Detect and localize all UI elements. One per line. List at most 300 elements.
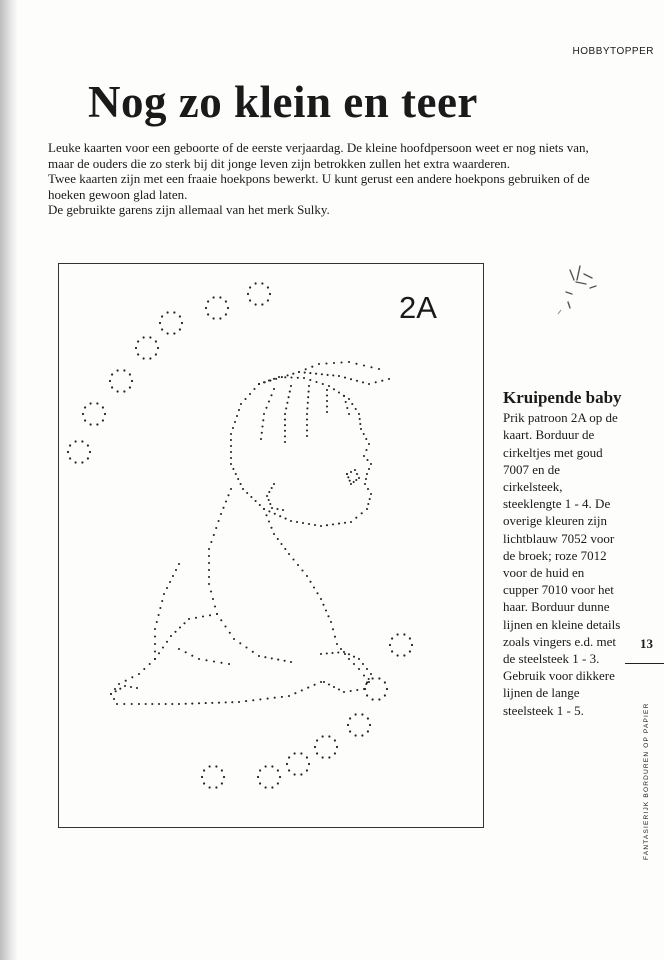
circle-dot	[143, 336, 145, 338]
line-dot	[178, 563, 180, 565]
line-dot	[230, 463, 232, 465]
line-dot	[273, 378, 275, 380]
line-dot	[338, 688, 340, 690]
line-dot	[333, 388, 335, 390]
line-dot	[289, 391, 291, 393]
intro-paragraph: Twee kaarten zijn met een fraaie hoekpons bewerkt. U kunt gerust een andere hoekpons gebruiken of de hoeken gewoon glad laten.	[48, 171, 590, 202]
line-dot	[119, 688, 121, 690]
line-dot	[191, 703, 193, 705]
line-dot	[362, 381, 364, 383]
line-dot	[185, 703, 187, 705]
line-dot	[366, 459, 368, 461]
line-dot	[326, 411, 328, 413]
line-dot	[326, 400, 328, 402]
line-dot	[367, 488, 369, 490]
intro-paragraph: Leuke kaarten voor een geboorte of de eerste verjaardag. De kleine hoofdpersoon weet er nog niets van, maar de ouders die zo sterk bij dit jonge leven zijn betrokken zullen het extra waarderen.	[48, 140, 589, 171]
circle-dot	[316, 739, 318, 741]
line-dot	[255, 500, 257, 502]
circle-dot	[409, 650, 411, 652]
line-dot	[301, 689, 303, 691]
circle-dot	[261, 303, 263, 305]
line-dot	[344, 653, 346, 655]
line-dot	[208, 569, 210, 571]
line-dot	[308, 391, 310, 393]
line-dot	[328, 683, 330, 685]
line-dot	[151, 703, 153, 705]
line-dot	[336, 643, 338, 645]
line-dot	[268, 400, 270, 402]
circle-dot	[372, 698, 374, 700]
circle-dot	[403, 633, 405, 635]
line-dot	[239, 642, 241, 644]
circle-dot	[249, 286, 251, 288]
circle-dot	[372, 677, 374, 679]
line-dot	[218, 520, 220, 522]
line-dot	[308, 523, 310, 525]
circle-dot	[157, 347, 159, 349]
circle-dot	[349, 717, 351, 719]
line-dot	[381, 380, 383, 382]
line-dot	[246, 492, 248, 494]
line-dot	[355, 479, 357, 481]
line-dot	[284, 441, 286, 443]
line-dot	[325, 609, 327, 611]
line-dot	[284, 424, 286, 426]
circle-dot	[117, 390, 119, 392]
line-dot	[363, 688, 365, 690]
circle-dot	[167, 311, 169, 313]
line-dot	[332, 628, 334, 630]
line-dot	[355, 363, 357, 365]
circle-dot	[104, 413, 106, 415]
circle-dot	[155, 353, 157, 355]
circle-dot	[215, 786, 217, 788]
circle-dot	[366, 694, 368, 696]
line-dot	[158, 614, 160, 616]
line-dot	[340, 361, 342, 363]
line-dot	[259, 698, 261, 700]
circle-dot	[123, 369, 125, 371]
circle-dot	[90, 423, 92, 425]
circle-dot	[205, 307, 207, 309]
line-dot	[350, 471, 352, 473]
circle-dot	[378, 698, 380, 700]
line-dot	[313, 586, 315, 588]
line-dot	[297, 377, 299, 379]
circle-dot	[227, 307, 229, 309]
line-dot	[205, 702, 207, 704]
line-dot	[250, 496, 252, 498]
line-dot	[210, 590, 212, 592]
line-dot	[349, 480, 351, 482]
line-dot	[362, 663, 364, 665]
line-dot	[230, 445, 232, 447]
circle-dot	[269, 293, 271, 295]
circle-dot	[328, 735, 330, 737]
line-dot	[123, 703, 125, 705]
line-dot	[273, 483, 275, 485]
circle-dot	[247, 293, 249, 295]
circle-dot	[386, 688, 388, 690]
line-dot	[361, 512, 363, 514]
line-dot	[333, 686, 335, 688]
line-dot	[306, 429, 308, 431]
circle-dot	[225, 313, 227, 315]
line-dot	[237, 478, 239, 480]
line-dot	[359, 418, 361, 420]
line-dot	[344, 522, 346, 524]
line-dot	[353, 656, 355, 658]
line-dot	[171, 703, 173, 705]
circle-dot	[87, 457, 89, 459]
line-dot	[264, 381, 266, 383]
line-dot	[228, 663, 230, 665]
line-dot	[249, 393, 251, 395]
line-dot	[210, 541, 212, 543]
circle-dot	[306, 756, 308, 758]
line-dot	[288, 396, 290, 398]
circle-dot	[137, 353, 139, 355]
line-dot	[320, 598, 322, 600]
page-title: Nog zo klein en teer	[88, 77, 478, 127]
line-dot	[287, 374, 289, 376]
line-dot	[279, 515, 281, 517]
line-dot	[284, 419, 286, 421]
running-footer-vertical: FANTASIERIJK BORDUREN OP PAPIER	[643, 702, 650, 860]
line-dot	[304, 372, 306, 374]
line-dot	[305, 368, 307, 370]
line-dot	[258, 655, 260, 657]
line-dot	[213, 534, 215, 536]
line-dot	[284, 435, 286, 437]
line-dot	[348, 361, 350, 363]
circle-dot	[288, 756, 290, 758]
line-dot	[356, 473, 358, 475]
line-dot	[365, 478, 367, 480]
line-dot	[225, 701, 227, 703]
circle-dot	[334, 739, 336, 741]
line-dot	[366, 668, 368, 670]
line-dot	[280, 543, 282, 545]
line-dot	[274, 697, 276, 699]
line-dot	[327, 374, 329, 376]
line-dot	[306, 424, 308, 426]
circle-dot	[265, 786, 267, 788]
line-dot	[366, 508, 368, 510]
line-dot	[178, 703, 180, 705]
line-dot	[290, 661, 292, 663]
line-dot	[242, 488, 244, 490]
circle-dot	[75, 461, 77, 463]
line-dot	[230, 439, 232, 441]
line-dot	[333, 362, 335, 364]
line-dot	[306, 407, 308, 409]
line-dot	[363, 433, 365, 435]
circle-dot	[173, 332, 175, 334]
circle-dot	[308, 763, 310, 765]
circle-dot	[384, 694, 386, 696]
baby-dot-pattern	[59, 264, 485, 829]
intro-text	[48, 140, 608, 218]
line-dot	[358, 668, 360, 670]
circle-dot	[378, 677, 380, 679]
circle-dot	[213, 317, 215, 319]
line-dot	[343, 691, 345, 693]
line-dot	[175, 569, 177, 571]
line-dot	[288, 695, 290, 697]
circle-dot	[411, 644, 413, 646]
line-dot	[209, 614, 211, 616]
line-dot	[334, 636, 336, 638]
circle-dot	[271, 765, 273, 767]
line-dot	[365, 683, 367, 685]
line-dot	[368, 468, 370, 470]
page-number-rule	[625, 663, 664, 664]
line-dot	[270, 394, 272, 396]
line-dot	[271, 657, 273, 659]
line-dot	[211, 702, 213, 704]
circle-dot	[149, 336, 151, 338]
line-dot	[265, 407, 267, 409]
line-dot	[258, 383, 260, 385]
line-dot	[290, 520, 292, 522]
line-dot	[331, 652, 333, 654]
circle-dot	[322, 756, 324, 758]
line-dot	[332, 374, 334, 376]
line-dot	[355, 517, 357, 519]
line-dot	[131, 703, 133, 705]
line-dot	[314, 684, 316, 686]
circle-dot	[129, 386, 131, 388]
line-dot	[273, 388, 275, 390]
line-dot	[281, 696, 283, 698]
line-dot	[353, 663, 355, 665]
circle-dot	[96, 423, 98, 425]
line-dot	[156, 621, 158, 623]
line-dot	[212, 598, 214, 600]
line-dot	[375, 381, 377, 383]
line-dot	[245, 646, 247, 648]
pricking-pattern	[58, 263, 484, 828]
line-dot	[268, 499, 270, 501]
line-dot	[220, 662, 222, 664]
circle-dot	[137, 340, 139, 342]
line-dot	[240, 403, 242, 405]
circle-dot	[143, 357, 145, 359]
line-dot	[220, 513, 222, 515]
line-dot	[286, 402, 288, 404]
line-dot	[326, 652, 328, 654]
circle-dot	[300, 752, 302, 754]
line-dot	[307, 402, 309, 404]
line-dot	[322, 383, 324, 385]
circle-dot	[201, 776, 203, 778]
circle-dot	[161, 315, 163, 317]
line-dot	[330, 621, 332, 623]
line-dot	[267, 698, 269, 700]
line-dot	[240, 483, 242, 485]
line-dot	[323, 681, 325, 683]
line-dot	[268, 510, 270, 512]
line-dot	[322, 604, 324, 606]
line-dot	[183, 622, 185, 624]
circle-dot	[361, 713, 363, 715]
circle-dot	[391, 650, 393, 652]
line-dot	[245, 700, 247, 702]
page-number: 13	[640, 636, 653, 651]
line-dot	[172, 575, 174, 577]
line-dot	[311, 366, 313, 368]
circle-dot	[207, 300, 209, 302]
circle-dot	[102, 419, 104, 421]
line-dot	[307, 687, 309, 689]
circle-dot	[209, 786, 211, 788]
circle-dot	[69, 457, 71, 459]
section-header: HOBBYTOPPER	[572, 46, 654, 57]
line-dot	[208, 548, 210, 550]
line-dot	[145, 703, 147, 705]
line-dot	[216, 613, 218, 615]
line-dot	[234, 421, 236, 423]
line-dot	[320, 653, 322, 655]
line-dot	[138, 703, 140, 705]
circle-dot	[75, 440, 77, 442]
circle-dot	[149, 357, 151, 359]
circle-dot	[173, 311, 175, 313]
line-dot	[294, 692, 296, 694]
circle-dot	[223, 776, 225, 778]
line-dot	[368, 383, 370, 385]
line-dot	[174, 631, 176, 633]
circle-dot	[109, 380, 111, 382]
line-dot	[191, 655, 193, 657]
line-dot	[163, 593, 165, 595]
circle-dot	[391, 637, 393, 639]
line-dot	[252, 699, 254, 701]
line-dot	[230, 488, 232, 490]
line-dot	[367, 503, 369, 505]
line-dot	[338, 523, 340, 525]
circle-dot	[179, 328, 181, 330]
line-dot	[165, 703, 167, 705]
line-dot	[179, 626, 181, 628]
line-dot	[188, 618, 190, 620]
circle-dot	[67, 451, 69, 453]
line-dot	[318, 363, 320, 365]
project-instructions	[503, 389, 621, 719]
line-dot	[273, 533, 275, 535]
line-dot	[350, 483, 352, 485]
line-dot	[154, 658, 156, 660]
circle-dot	[135, 347, 137, 349]
project-heading: Kruipende baby	[503, 388, 622, 407]
line-dot	[208, 583, 210, 585]
line-dot	[344, 377, 346, 379]
line-dot	[284, 430, 286, 432]
line-dot	[274, 513, 276, 515]
line-dot	[358, 413, 360, 415]
line-dot	[338, 375, 340, 377]
project-text: Prik patroon 2A op de kaart. Borduur de cirkeltjes met goud 7007 en de cirkelsteek, steeklengte 1 - 4. De overige kleuren zijn lichtblauw 7052 voor de broek; roze 7012 voor de huid en cupper 7010 voor het haar. Borduur dunne lijnen en kleine details zoals vingers e.d. met de steelsteek 1 - 3. Gebruik voor dikkere lijnen de lange steelsteek 1 - 5.	[503, 410, 621, 718]
line-dot	[161, 600, 163, 602]
line-dot	[290, 376, 292, 378]
line-dot	[307, 396, 309, 398]
line-dot	[388, 378, 390, 380]
circle-dot	[249, 299, 251, 301]
circle-dot	[219, 317, 221, 319]
line-dot	[370, 673, 372, 675]
line-dot	[230, 457, 232, 459]
line-dot	[136, 687, 138, 689]
circle-dot	[328, 756, 330, 758]
line-dot	[338, 391, 340, 393]
line-dot	[284, 548, 286, 550]
circle-dot	[294, 773, 296, 775]
line-dot	[178, 648, 180, 650]
line-dot	[308, 385, 310, 387]
line-dot	[198, 658, 200, 660]
circle-dot	[314, 746, 316, 748]
line-dot	[292, 558, 294, 560]
line-dot	[232, 468, 234, 470]
circle-dot	[267, 286, 269, 288]
line-dot	[326, 389, 328, 391]
circle-dot	[409, 637, 411, 639]
line-dot	[284, 660, 286, 662]
circle-dot	[81, 461, 83, 463]
line-dot	[266, 495, 268, 497]
line-dot	[285, 518, 287, 520]
line-dot	[222, 507, 224, 509]
line-dot	[306, 413, 308, 415]
line-dot	[154, 650, 156, 652]
line-dot	[326, 405, 328, 407]
circle-dot	[355, 713, 357, 715]
line-dot	[315, 381, 317, 383]
line-dot	[320, 681, 322, 683]
line-dot	[345, 401, 347, 403]
circle-dot	[294, 752, 296, 754]
line-dot	[365, 449, 367, 451]
line-dot	[326, 524, 328, 526]
line-dot	[154, 643, 156, 645]
circle-dot	[316, 752, 318, 754]
line-dot	[185, 651, 187, 653]
line-dot	[370, 366, 372, 368]
line-dot	[282, 509, 284, 511]
circle-dot	[259, 769, 261, 771]
line-dot	[360, 428, 362, 430]
line-dot	[358, 658, 360, 660]
circle-dot	[213, 296, 215, 298]
line-dot	[366, 473, 368, 475]
line-dot	[265, 514, 267, 516]
line-dot	[263, 413, 265, 415]
line-dot	[131, 676, 133, 678]
line-dot	[233, 638, 235, 640]
line-dot	[198, 702, 200, 704]
circle-dot	[69, 444, 71, 446]
circle-dot	[155, 340, 157, 342]
line-dot	[316, 592, 318, 594]
circle-dot	[255, 282, 257, 284]
line-dot	[351, 403, 353, 405]
circle-dot	[384, 681, 386, 683]
line-dot	[303, 377, 305, 379]
line-dot	[115, 690, 117, 692]
line-dot	[306, 435, 308, 437]
circle-dot	[181, 322, 183, 324]
